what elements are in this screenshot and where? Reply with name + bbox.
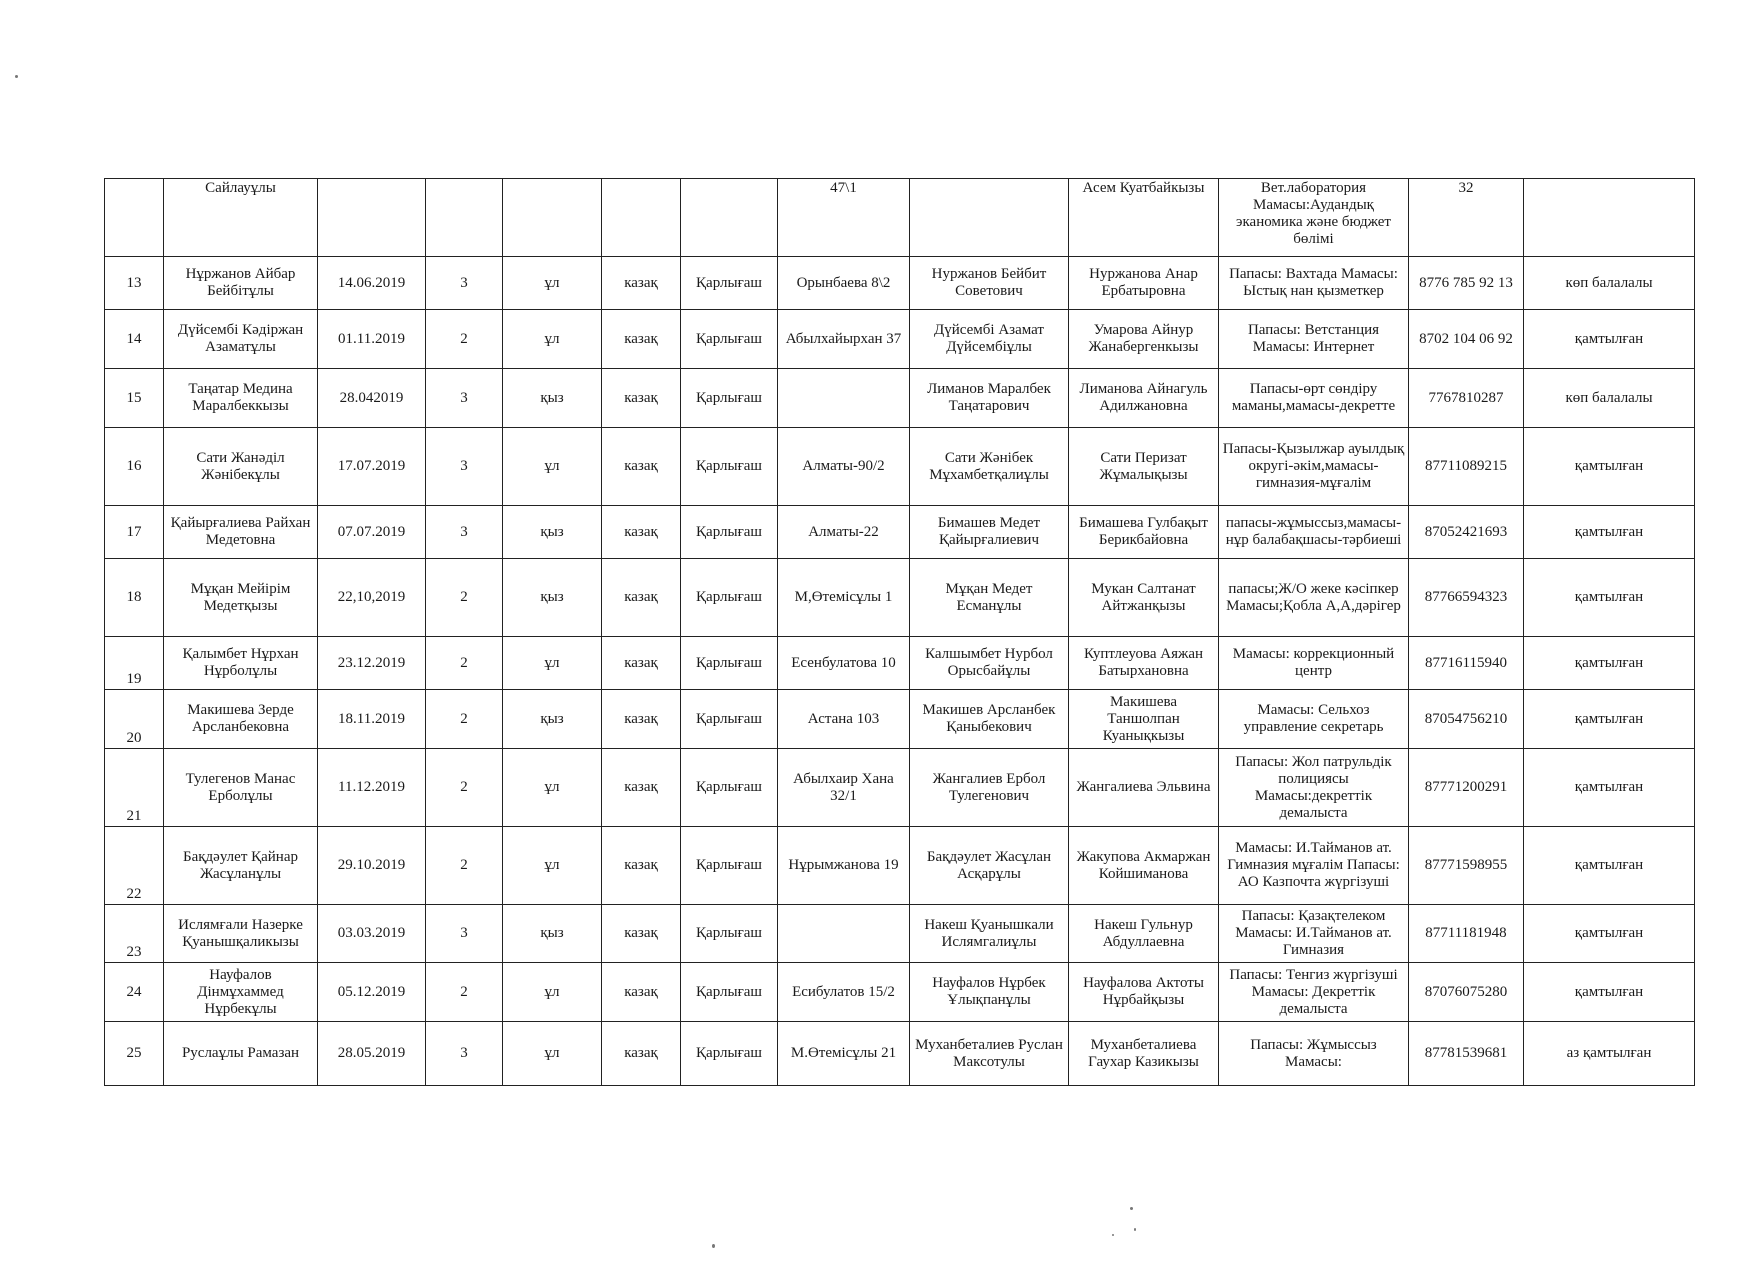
cell-village: Қарлығаш: [681, 963, 778, 1022]
cell-status: қамтылған: [1524, 827, 1695, 905]
cell-father: Накеш Қуанышкали Ислямгалиұлы: [910, 905, 1069, 963]
cell-nationality: казақ: [602, 905, 681, 963]
cell-gender: ұл: [503, 827, 602, 905]
cell-gender: ұл: [503, 257, 602, 310]
cell-phone: 87054756210: [1409, 690, 1524, 749]
cell-address: Алматы-22: [778, 506, 910, 559]
cell-age: 3: [426, 369, 503, 428]
cell-no: 24: [105, 963, 164, 1022]
scan-speck: [712, 1244, 715, 1248]
cell-gender: ұл: [503, 428, 602, 506]
cell-birth-date: 29.10.2019: [318, 827, 426, 905]
cell-father: Макишев Арсланбек Қаныбекович: [910, 690, 1069, 749]
cell-parents-work: папасы;Ж/О жеке кәсіпкер Мамасы;Қобла А,А,дәрігер: [1219, 559, 1409, 637]
cell-gender: [503, 179, 602, 257]
cell-mother: Накеш Гульнур Абдуллаевна: [1069, 905, 1219, 963]
cell-address: Есенбулатова 10: [778, 637, 910, 690]
cell-father: Лиманов Маралбек Таңатарович: [910, 369, 1069, 428]
cell-nationality: казақ: [602, 963, 681, 1022]
cell-parents-work: Папасы: Жол патрульдік полициясы Мамасы:декреттік демалыста: [1219, 749, 1409, 827]
cell-village: [681, 179, 778, 257]
cell-gender: ұл: [503, 749, 602, 827]
cell-phone: 87711181948: [1409, 905, 1524, 963]
table-row: [105, 369, 1695, 428]
cell-address: 47\1: [778, 179, 910, 257]
cell-village: Қарлығаш: [681, 690, 778, 749]
cell-status: қамтылған: [1524, 637, 1695, 690]
cell-address: Алматы-90/2: [778, 428, 910, 506]
table-row: [105, 428, 1695, 506]
cell-phone: 8702 104 06 92: [1409, 310, 1524, 369]
table-row: [105, 506, 1695, 559]
cell-address: М,Өтемісұлы 1: [778, 559, 910, 637]
cell-birth-date: 07.07.2019: [318, 506, 426, 559]
cell-father: [910, 179, 1069, 257]
children-register-table-wrap: [104, 178, 1695, 1086]
cell-address: Есибулатов 15/2: [778, 963, 910, 1022]
cell-father: Дүйсембі Азамат Дүйсембіұлы: [910, 310, 1069, 369]
cell-birth-date: 14.06.2019: [318, 257, 426, 310]
cell-nationality: казақ: [602, 506, 681, 559]
cell-no: [105, 179, 164, 257]
cell-mother: Асем Куатбайкызы: [1069, 179, 1219, 257]
cell-phone: 87076075280: [1409, 963, 1524, 1022]
cell-name: Сати Жанәділ Жәнібекұлы: [164, 428, 318, 506]
cell-parents-work: Папасы-өрт сөндіру маманы,мамасы-декретте: [1219, 369, 1409, 428]
cell-mother: Мукан Салтанат Айтжанқызы: [1069, 559, 1219, 637]
cell-status: қамтылған: [1524, 506, 1695, 559]
cell-phone: 7767810287: [1409, 369, 1524, 428]
table-body: [105, 179, 1695, 1086]
cell-mother: Науфалова Актоты Нұрбайқызы: [1069, 963, 1219, 1022]
cell-age: 2: [426, 310, 503, 369]
cell-nationality: [602, 179, 681, 257]
cell-parents-work: Мамасы: И.Тайманов ат. Гимназия мұғалім Папасы: АО Казпочта жүргізуші: [1219, 827, 1409, 905]
cell-age: 2: [426, 637, 503, 690]
cell-age: 3: [426, 506, 503, 559]
cell-nationality: казақ: [602, 257, 681, 310]
cell-village: Қарлығаш: [681, 1022, 778, 1086]
cell-mother: Макишева Таншолпан Куанықкызы: [1069, 690, 1219, 749]
cell-nationality: казақ: [602, 749, 681, 827]
table-row: [105, 690, 1695, 749]
cell-status: қамтылған: [1524, 690, 1695, 749]
cell-village: Қарлығаш: [681, 559, 778, 637]
table-row: [105, 905, 1695, 963]
cell-father: Нуржанов Бейбит Советович: [910, 257, 1069, 310]
cell-parents-work: Вет.лаборатория Мамасы:Аудандық эканомика және бюджет бөлімі: [1219, 179, 1409, 257]
cell-gender: ұл: [503, 963, 602, 1022]
cell-age: 2: [426, 690, 503, 749]
cell-age: 2: [426, 749, 503, 827]
cell-no: 15: [105, 369, 164, 428]
cell-village: Қарлығаш: [681, 369, 778, 428]
cell-village: Қарлығаш: [681, 257, 778, 310]
cell-name: Мұқан Мейірім Медетқызы: [164, 559, 318, 637]
cell-name: Ислямғали Назерке Қуанышқаликызы: [164, 905, 318, 963]
cell-address: Астана 103: [778, 690, 910, 749]
cell-mother: Муханбеталиева Гаухар Казикызы: [1069, 1022, 1219, 1086]
cell-mother: Бимашева Гулбақыт Берикбайовна: [1069, 506, 1219, 559]
cell-name: Руслаұлы Рамазан: [164, 1022, 318, 1086]
cell-birth-date: 03.03.2019: [318, 905, 426, 963]
cell-birth-date: 23.12.2019: [318, 637, 426, 690]
cell-status: қамтылған: [1524, 428, 1695, 506]
cell-father: Бимашев Медет Қайырғалиевич: [910, 506, 1069, 559]
cell-mother: Сати Перизат Жұмалықызы: [1069, 428, 1219, 506]
scan-speck: [1130, 1207, 1133, 1210]
cell-age: 2: [426, 559, 503, 637]
cell-gender: қыз: [503, 690, 602, 749]
cell-father: Бақдәулет Жасұлан Асқарұлы: [910, 827, 1069, 905]
cell-nationality: казақ: [602, 559, 681, 637]
cell-parents-work: Папасы-Қызылжар ауылдық округі-әкім,мамасы-гимназия-мұғалім: [1219, 428, 1409, 506]
cell-mother: Жангалиева Эльвина: [1069, 749, 1219, 827]
cell-age: 3: [426, 257, 503, 310]
cell-name: Тулегенов Манас Ерболұлы: [164, 749, 318, 827]
cell-village: Қарлығаш: [681, 637, 778, 690]
cell-phone: 87771598955: [1409, 827, 1524, 905]
cell-parents-work: Папасы: Тенгиз жүргізуші Мамасы: Декреттік демалыста: [1219, 963, 1409, 1022]
cell-father: Мұқан Медет Есманұлы: [910, 559, 1069, 637]
cell-age: 2: [426, 963, 503, 1022]
cell-birth-date: 01.11.2019: [318, 310, 426, 369]
cell-address: М.Өтемісұлы 21: [778, 1022, 910, 1086]
table-row: [105, 827, 1695, 905]
cell-name: Науфалов Дінмұхаммед Нұрбекұлы: [164, 963, 318, 1022]
cell-parents-work: Папасы: Ветстанция Мамасы: Интернет: [1219, 310, 1409, 369]
cell-status: қамтылған: [1524, 559, 1695, 637]
cell-phone: 87781539681: [1409, 1022, 1524, 1086]
cell-gender: ұл: [503, 310, 602, 369]
cell-nationality: казақ: [602, 428, 681, 506]
cell-father: Калшымбет Нурбол Орысбайұлы: [910, 637, 1069, 690]
cell-gender: қыз: [503, 905, 602, 963]
cell-birth-date: 28.042019: [318, 369, 426, 428]
cell-name: Қалымбет Нұрхан Нұрболұлы: [164, 637, 318, 690]
cell-gender: ұл: [503, 1022, 602, 1086]
cell-mother: Лиманова Айнагуль Адилжановна: [1069, 369, 1219, 428]
cell-nationality: казақ: [602, 1022, 681, 1086]
cell-birth-date: [318, 179, 426, 257]
cell-parents-work: Мамасы: Сельхоз управление секретарь: [1219, 690, 1409, 749]
cell-no: 16: [105, 428, 164, 506]
table-row-continued: [105, 179, 1695, 257]
cell-name: Таңатар Медина Маралбеккызы: [164, 369, 318, 428]
cell-no: 14: [105, 310, 164, 369]
cell-village: Қарлығаш: [681, 827, 778, 905]
cell-name: Дүйсембі Кәдіржан Азаматұлы: [164, 310, 318, 369]
children-register-table: [104, 178, 1695, 1086]
cell-status: аз қамтылған: [1524, 1022, 1695, 1086]
cell-village: Қарлығаш: [681, 506, 778, 559]
cell-address: Нұрымжанова 19: [778, 827, 910, 905]
table-row: [105, 559, 1695, 637]
cell-phone: 87771200291: [1409, 749, 1524, 827]
cell-mother: Умарова Айнур Жанабергенкызы: [1069, 310, 1219, 369]
cell-gender: қыз: [503, 506, 602, 559]
scan-speck: [1134, 1228, 1136, 1231]
scan-speck: [15, 75, 18, 78]
cell-name: Бақдәулет Қайнар Жасұланұлы: [164, 827, 318, 905]
cell-nationality: казақ: [602, 690, 681, 749]
cell-no: 23: [105, 905, 164, 963]
cell-no: 22: [105, 827, 164, 905]
cell-status: қамтылған: [1524, 749, 1695, 827]
cell-name: Нұржанов Айбар Бейбітұлы: [164, 257, 318, 310]
cell-mother: Нуржанова Анар Ербатыровна: [1069, 257, 1219, 310]
cell-status: [1524, 179, 1695, 257]
cell-phone: 87766594323: [1409, 559, 1524, 637]
cell-parents-work: Мамасы: коррекционный центр: [1219, 637, 1409, 690]
cell-nationality: казақ: [602, 310, 681, 369]
cell-name: Макишева Зерде Арсланбековна: [164, 690, 318, 749]
cell-status: қамтылған: [1524, 310, 1695, 369]
cell-parents-work: папасы-жұмыссыз,мамасы-нұр балабақшасы-тәрбиеші: [1219, 506, 1409, 559]
cell-father: Науфалов Нұрбек Ұлықпанұлы: [910, 963, 1069, 1022]
cell-phone: 8776 785 92 13: [1409, 257, 1524, 310]
cell-birth-date: 17.07.2019: [318, 428, 426, 506]
cell-nationality: казақ: [602, 827, 681, 905]
cell-no: 13: [105, 257, 164, 310]
table-row: [105, 637, 1695, 690]
cell-village: Қарлығаш: [681, 310, 778, 369]
cell-birth-date: 05.12.2019: [318, 963, 426, 1022]
cell-village: Қарлығаш: [681, 428, 778, 506]
cell-phone: 87711089215: [1409, 428, 1524, 506]
cell-phone: 87052421693: [1409, 506, 1524, 559]
cell-gender: қыз: [503, 559, 602, 637]
cell-age: 3: [426, 905, 503, 963]
table-row: [105, 257, 1695, 310]
cell-birth-date: 11.12.2019: [318, 749, 426, 827]
cell-birth-date: 28.05.2019: [318, 1022, 426, 1086]
table-row: [105, 749, 1695, 827]
cell-phone: 87716115940: [1409, 637, 1524, 690]
table-row: [105, 963, 1695, 1022]
cell-parents-work: Папасы: Жұмыссыз Мамасы:: [1219, 1022, 1409, 1086]
cell-birth-date: 18.11.2019: [318, 690, 426, 749]
cell-status: қамтылған: [1524, 963, 1695, 1022]
cell-village: Қарлығаш: [681, 905, 778, 963]
cell-age: [426, 179, 503, 257]
cell-parents-work: Папасы: Қазақтелеком Мамасы: И.Тайманов ат. Гимназия: [1219, 905, 1409, 963]
cell-age: 3: [426, 1022, 503, 1086]
table-row: [105, 1022, 1695, 1086]
cell-gender: ұл: [503, 637, 602, 690]
cell-address: [778, 369, 910, 428]
cell-birth-date: 22,10,2019: [318, 559, 426, 637]
cell-age: 3: [426, 428, 503, 506]
cell-no: 19: [105, 637, 164, 690]
cell-father: Жангалиев Ербол Тулегенович: [910, 749, 1069, 827]
cell-no: 20: [105, 690, 164, 749]
cell-father: Сати Жәнібек Мұхамбетқалиұлы: [910, 428, 1069, 506]
cell-status: көп балалалы: [1524, 257, 1695, 310]
cell-status: қамтылған: [1524, 905, 1695, 963]
cell-address: Абылхаир Хана 32/1: [778, 749, 910, 827]
cell-phone: 32: [1409, 179, 1524, 257]
cell-mother: Жакупова Акмаржан Койшиманова: [1069, 827, 1219, 905]
cell-name: Қайырғалиева Райхан Медетовна: [164, 506, 318, 559]
cell-no: 21: [105, 749, 164, 827]
cell-nationality: казақ: [602, 637, 681, 690]
cell-address: Орынбаева 8\2: [778, 257, 910, 310]
cell-mother: Куптлеуова Аяжан Батырхановна: [1069, 637, 1219, 690]
cell-no: 18: [105, 559, 164, 637]
scan-speck: [1112, 1234, 1114, 1236]
cell-age: 2: [426, 827, 503, 905]
cell-address: [778, 905, 910, 963]
cell-name: Сайлауұлы: [164, 179, 318, 257]
cell-address: Абылхайырхан 37: [778, 310, 910, 369]
cell-village: Қарлығаш: [681, 749, 778, 827]
cell-parents-work: Папасы: Вахтада Мамасы: Ыстық нан қызметкер: [1219, 257, 1409, 310]
cell-gender: қыз: [503, 369, 602, 428]
table-row: [105, 310, 1695, 369]
cell-father: Муханбеталиев Руслан Максотулы: [910, 1022, 1069, 1086]
cell-no: 17: [105, 506, 164, 559]
cell-nationality: казақ: [602, 369, 681, 428]
cell-no: 25: [105, 1022, 164, 1086]
cell-status: көп балалалы: [1524, 369, 1695, 428]
